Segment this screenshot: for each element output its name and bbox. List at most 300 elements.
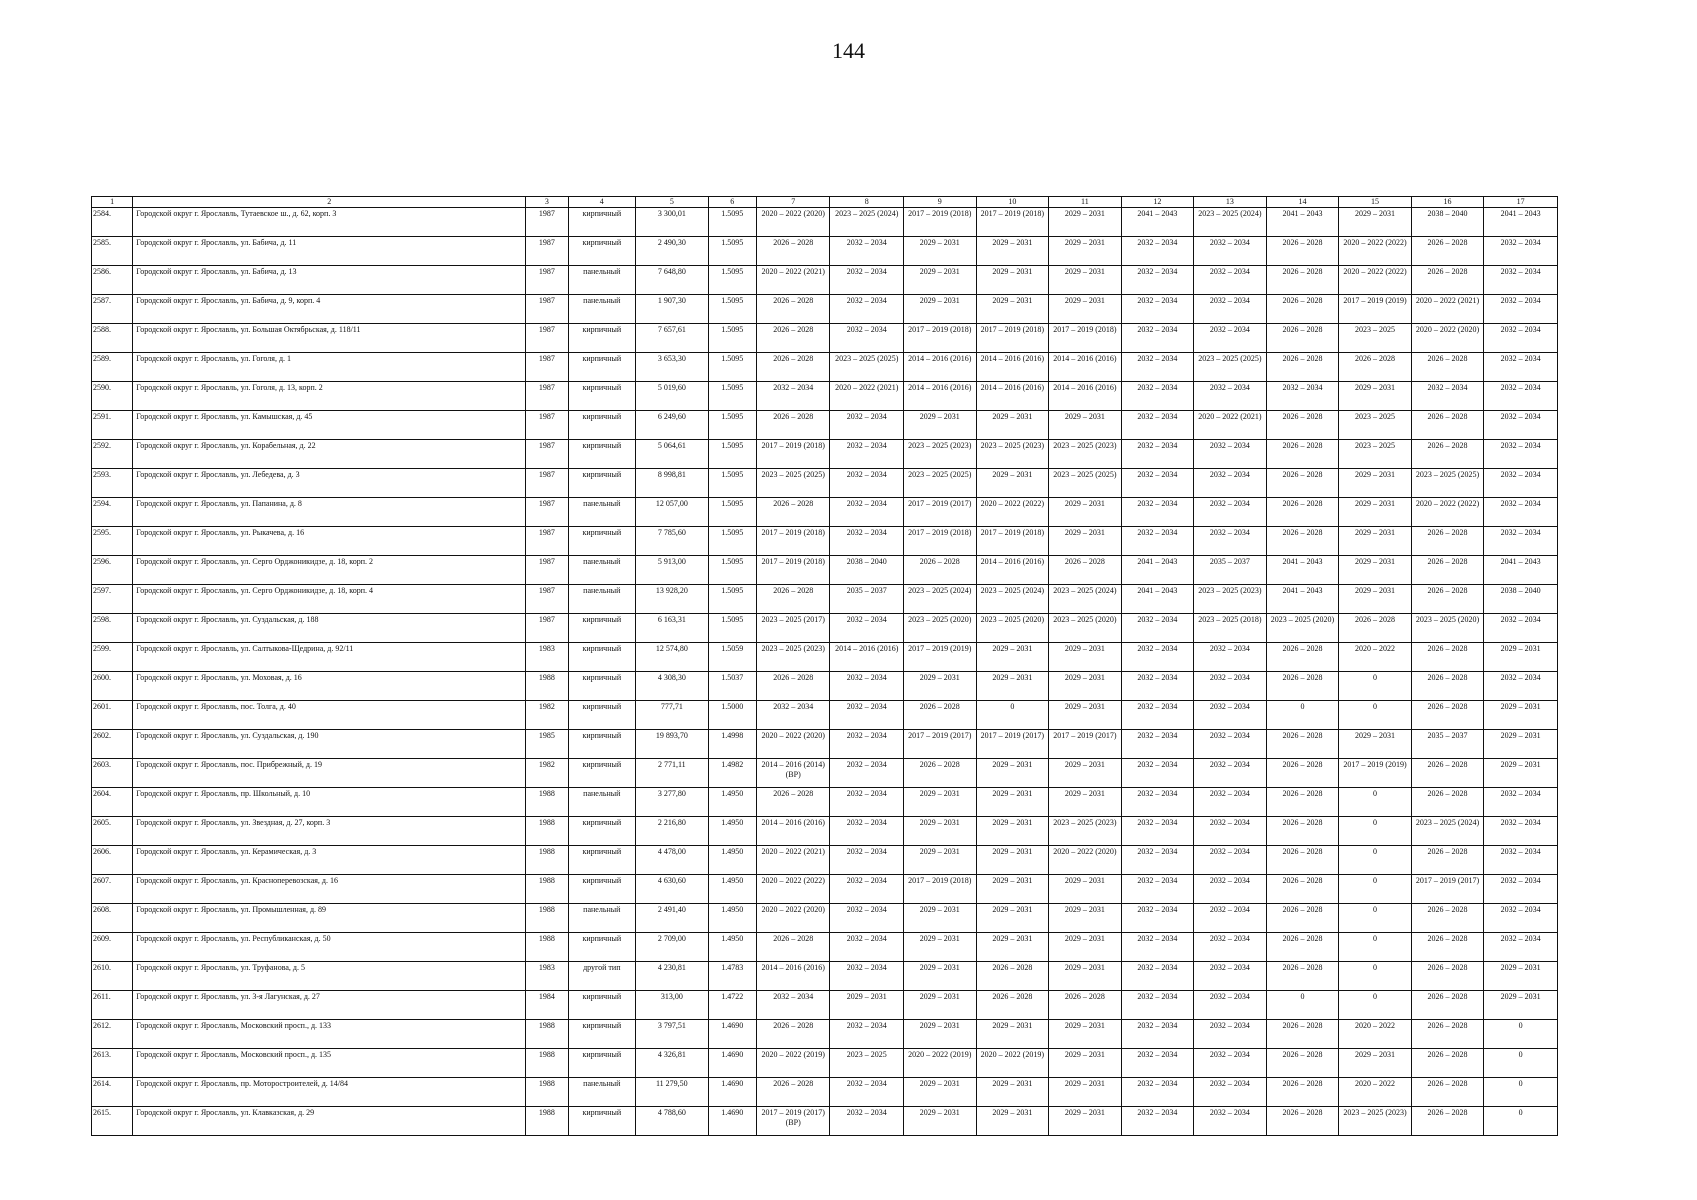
- table-cell: 2038 – 2040: [1484, 585, 1558, 614]
- table-cell: 0: [1339, 991, 1412, 1020]
- table-cell: 2029 – 2031: [1049, 875, 1122, 904]
- table-cell: 4 788,60: [636, 1107, 709, 1136]
- table-cell: 2035 – 2037: [830, 585, 904, 614]
- table-cell: 2014 – 2016 (2016): [904, 353, 977, 382]
- table-cell: 2026 – 2028: [1266, 1107, 1339, 1136]
- table-cell: 2020 – 2022 (2019): [756, 1049, 830, 1078]
- table-cell: 13 928,20: [636, 585, 709, 614]
- table-cell: 2023 – 2025 (2023): [1049, 440, 1122, 469]
- table-row: [92, 875, 1558, 904]
- table-cell: панельный: [568, 1078, 636, 1107]
- column-header-15: 15: [1339, 197, 1412, 208]
- table-cell: 2026 – 2028: [1411, 904, 1484, 933]
- table-cell: 2032 – 2034: [830, 614, 904, 643]
- row-number-cell: 2613.: [92, 1049, 133, 1078]
- table-cell: кирпичный: [568, 527, 636, 556]
- address-cell: Городской округ г. Ярославль, ул. Промышленная, д. 89: [133, 904, 526, 933]
- table-cell: 2032 – 2034: [1194, 846, 1267, 875]
- table-cell: 2032 – 2034: [830, 672, 904, 701]
- address-cell: Городской округ г. Ярославль, ул. Бабича, д. 13: [133, 266, 526, 295]
- column-header-16: 16: [1411, 197, 1484, 208]
- table-cell: кирпичный: [568, 846, 636, 875]
- table-cell: 2029 – 2031: [1049, 672, 1122, 701]
- table-cell: 2020 – 2022: [1339, 643, 1412, 672]
- table-cell: 2029 – 2031: [976, 1078, 1049, 1107]
- table-cell: кирпичный: [568, 933, 636, 962]
- table-cell: 2032 – 2034: [1194, 1049, 1267, 1078]
- table-cell: 2029 – 2031: [1049, 1020, 1122, 1049]
- table-cell: 2026 – 2028: [1411, 353, 1484, 382]
- address-cell: Городской округ г. Ярославль, ул. Гоголя, д. 1: [133, 353, 526, 382]
- table-cell: 2032 – 2034: [756, 382, 830, 411]
- table-cell: 2026 – 2028: [1266, 817, 1339, 846]
- table-row: [92, 1049, 1558, 1078]
- table-cell: 1988: [526, 1049, 568, 1078]
- table-cell: 2026 – 2028: [904, 556, 977, 585]
- table-cell: 2032 – 2034: [1484, 614, 1558, 643]
- table-cell: 2023 – 2025 (2018): [1194, 614, 1267, 643]
- row-number-cell: 2612.: [92, 1020, 133, 1049]
- table-cell: 2026 – 2028: [1266, 295, 1339, 324]
- table-cell: 2029 – 2031: [1049, 759, 1122, 788]
- table-cell: 2026 – 2028: [1411, 788, 1484, 817]
- table-cell: 2017 – 2019 (2018): [976, 324, 1049, 353]
- table-cell: 2023 – 2025 (2025): [1049, 469, 1122, 498]
- table-cell: 2017 – 2019 (2019): [904, 643, 977, 672]
- table-row: [92, 237, 1558, 266]
- table-cell: 1987: [526, 527, 568, 556]
- table-cell: 2032 – 2034: [1484, 295, 1558, 324]
- table-cell: 2032 – 2034: [1484, 498, 1558, 527]
- row-number-cell: 2602.: [92, 730, 133, 759]
- table-cell: 1.4690: [708, 1020, 756, 1049]
- table-cell: 2023 – 2025 (2023): [976, 440, 1049, 469]
- table-cell: 2017 – 2019 (2018): [756, 527, 830, 556]
- column-header-7: 7: [756, 197, 830, 208]
- table-cell: 2032 – 2034: [1194, 962, 1267, 991]
- table-cell: 2032 – 2034: [756, 701, 830, 730]
- table-cell: другой тип: [568, 962, 636, 991]
- table-cell: 2029 – 2031: [1049, 933, 1122, 962]
- address-cell: Городской округ г. Ярославль, ул. Клавказская, д. 29: [133, 1107, 526, 1136]
- table-cell: 2017 – 2019 (2017): [1049, 730, 1122, 759]
- table-cell: 2017 – 2019 (2019): [1339, 759, 1412, 788]
- table-cell: 2020 – 2022 (2021): [1194, 411, 1267, 440]
- table-cell: 1.4950: [708, 846, 756, 875]
- table-cell: 2029 – 2031: [1339, 469, 1412, 498]
- table-cell: 2032 – 2034: [1194, 1107, 1267, 1136]
- row-number-cell: 2590.: [92, 382, 133, 411]
- table-cell: 7 648,80: [636, 266, 709, 295]
- column-header-3: 3: [526, 197, 568, 208]
- table-cell: 2029 – 2031: [1049, 1107, 1122, 1136]
- table-cell: 2029 – 2031: [976, 788, 1049, 817]
- table-cell: 2029 – 2031: [976, 295, 1049, 324]
- table-cell: 2032 – 2034: [1194, 643, 1267, 672]
- address-cell: Городской округ г. Ярославль, пос. Прибрежный, д. 19: [133, 759, 526, 788]
- table-cell: 1.5095: [708, 237, 756, 266]
- table-cell: 2017 – 2019 (2017) (ВР): [756, 1107, 830, 1136]
- table-cell: 2032 – 2034: [830, 875, 904, 904]
- table-cell: 2020 – 2022 (2020): [1049, 846, 1122, 875]
- table-cell: 2026 – 2028: [1049, 991, 1122, 1020]
- table-cell: 2014 – 2016 (2016): [976, 353, 1049, 382]
- table-cell: 2023 – 2025 (2020): [904, 614, 977, 643]
- address-cell: Городской округ г. Ярославль, ул. Папанина, д. 8: [133, 498, 526, 527]
- address-cell: Городской округ г. Ярославль, ул. Труфанова, д. 5: [133, 962, 526, 991]
- table-cell: 6 163,31: [636, 614, 709, 643]
- table-cell: 2029 – 2031: [976, 875, 1049, 904]
- table-cell: 2014 – 2016 (2016): [976, 556, 1049, 585]
- table-cell: 4 630,60: [636, 875, 709, 904]
- table-cell: 1988: [526, 846, 568, 875]
- table-cell: 1987: [526, 440, 568, 469]
- column-header-4: 4: [568, 197, 636, 208]
- table-cell: 2032 – 2034: [830, 295, 904, 324]
- table-cell: 1987: [526, 353, 568, 382]
- row-number-cell: 2610.: [92, 962, 133, 991]
- table-cell: 2026 – 2028: [1266, 324, 1339, 353]
- table-cell: 2032 – 2034: [1194, 324, 1267, 353]
- row-number-cell: 2603.: [92, 759, 133, 788]
- table-cell: 2029 – 2031: [904, 1078, 977, 1107]
- table-cell: 2041 – 2043: [1266, 556, 1339, 585]
- table-cell: 1.5000: [708, 701, 756, 730]
- table-cell: 2029 – 2031: [1049, 904, 1122, 933]
- table-cell: 2032 – 2034: [1121, 1049, 1194, 1078]
- table-cell: 2029 – 2031: [976, 469, 1049, 498]
- table-cell: 2026 – 2028: [756, 585, 830, 614]
- table-cell: 2032 – 2034: [1194, 933, 1267, 962]
- table-cell: 2029 – 2031: [1339, 556, 1412, 585]
- table-cell: 2023 – 2025 (2024): [976, 585, 1049, 614]
- table-cell: 2026 – 2028: [1411, 585, 1484, 614]
- table-cell: 2026 – 2028: [1411, 237, 1484, 266]
- table-cell: 1988: [526, 788, 568, 817]
- table-cell: 2032 – 2034: [1266, 382, 1339, 411]
- table-cell: 2020 – 2022 (2022): [1339, 266, 1412, 295]
- table-cell: 2026 – 2028: [1411, 1107, 1484, 1136]
- table-cell: 1983: [526, 643, 568, 672]
- table-row: [92, 643, 1558, 672]
- table-cell: 2 491,40: [636, 904, 709, 933]
- table-cell: 2026 – 2028: [756, 324, 830, 353]
- table-row: [92, 324, 1558, 353]
- table-cell: 2029 – 2031: [904, 266, 977, 295]
- table-cell: 1.5095: [708, 324, 756, 353]
- table-cell: 2026 – 2028: [1411, 527, 1484, 556]
- table-row: [92, 295, 1558, 324]
- table-row: [92, 788, 1558, 817]
- table-cell: 2029 – 2031: [904, 237, 977, 266]
- table-cell: 1987: [526, 498, 568, 527]
- table-cell: 7 657,61: [636, 324, 709, 353]
- table-cell: 2023 – 2025 (2017): [756, 614, 830, 643]
- table-cell: 2026 – 2028: [756, 295, 830, 324]
- table-cell: панельный: [568, 498, 636, 527]
- table-cell: 2029 – 2031: [976, 933, 1049, 962]
- table-cell: 2014 – 2016 (2016): [1049, 382, 1122, 411]
- table-cell: 2032 – 2034: [830, 904, 904, 933]
- table-cell: 2029 – 2031: [904, 411, 977, 440]
- row-number-cell: 2598.: [92, 614, 133, 643]
- table-cell: 2029 – 2031: [1049, 527, 1122, 556]
- table-cell: 1988: [526, 672, 568, 701]
- address-cell: Городской округ г. Ярославль, пр. Моторостроителей, д. 14/84: [133, 1078, 526, 1107]
- table-row: [92, 353, 1558, 382]
- table-cell: 0: [1484, 1020, 1558, 1049]
- table-cell: 2026 – 2028: [976, 991, 1049, 1020]
- table-row: [92, 208, 1558, 237]
- table-cell: 2017 – 2019 (2018): [756, 440, 830, 469]
- table-cell: 2032 – 2034: [1121, 469, 1194, 498]
- table-cell: 2020 – 2022 (2019): [904, 1049, 977, 1078]
- table-cell: 2026 – 2028: [1266, 875, 1339, 904]
- table-cell: 2032 – 2034: [830, 266, 904, 295]
- table-cell: 1988: [526, 817, 568, 846]
- table-row: [92, 585, 1558, 614]
- table-cell: 2017 – 2019 (2018): [904, 208, 977, 237]
- table-cell: 2026 – 2028: [1411, 1020, 1484, 1049]
- table-cell: 2029 – 2031: [1339, 382, 1412, 411]
- table-cell: 1.5095: [708, 208, 756, 237]
- table-cell: 2029 – 2031: [904, 962, 977, 991]
- table-cell: 1983: [526, 962, 568, 991]
- table-cell: 1.5095: [708, 266, 756, 295]
- table-row: [92, 440, 1558, 469]
- table-body: [92, 208, 1558, 1136]
- table-cell: 2026 – 2028: [1411, 266, 1484, 295]
- row-number-cell: 2601.: [92, 701, 133, 730]
- table-cell: 2029 – 2031: [1339, 208, 1412, 237]
- row-number-cell: 2600.: [92, 672, 133, 701]
- row-number-cell: 2614.: [92, 1078, 133, 1107]
- table-cell: 2032 – 2034: [1121, 672, 1194, 701]
- table-cell: 2020 – 2022 (2022): [976, 498, 1049, 527]
- table-cell: 2017 – 2019 (2018): [976, 527, 1049, 556]
- table-cell: 2023 – 2025: [1339, 324, 1412, 353]
- table-cell: 2020 – 2022 (2020): [1411, 324, 1484, 353]
- table-cell: 2032 – 2034: [756, 991, 830, 1020]
- address-cell: Городской округ г. Ярославль, ул. Салтыкова-Щедрина, д. 92/11: [133, 643, 526, 672]
- table-cell: 2014 – 2016 (2016): [904, 382, 977, 411]
- address-cell: Городской округ г. Ярославль, пр. Школьный, д. 10: [133, 788, 526, 817]
- table-cell: 1988: [526, 1107, 568, 1136]
- table-cell: 2029 – 2031: [904, 295, 977, 324]
- table-cell: панельный: [568, 266, 636, 295]
- table-row: [92, 672, 1558, 701]
- table-cell: 2026 – 2028: [1266, 527, 1339, 556]
- table-cell: 2020 – 2022 (2021): [1411, 295, 1484, 324]
- address-cell: Городской округ г. Ярославль, ул. 3-я Лагунская, д. 27: [133, 991, 526, 1020]
- table-cell: 2032 – 2034: [1121, 904, 1194, 933]
- table-cell: 1.4950: [708, 933, 756, 962]
- table-cell: 2041 – 2043: [1266, 585, 1339, 614]
- table-cell: 313,00: [636, 991, 709, 1020]
- table-cell: 2026 – 2028: [1266, 672, 1339, 701]
- table-cell: 2032 – 2034: [830, 527, 904, 556]
- table-cell: 2014 – 2016 (2016): [756, 817, 830, 846]
- column-header-8: 8: [830, 197, 904, 208]
- column-header-9: 9: [904, 197, 977, 208]
- table-cell: 4 478,00: [636, 846, 709, 875]
- table-cell: кирпичный: [568, 440, 636, 469]
- table-row: [92, 1078, 1558, 1107]
- table-cell: 2032 – 2034: [830, 846, 904, 875]
- address-cell: Городской округ г. Ярославль, ул. Керамическая, д. 3: [133, 846, 526, 875]
- table-cell: 1987: [526, 266, 568, 295]
- table-cell: 1982: [526, 759, 568, 788]
- table-cell: 1.5095: [708, 440, 756, 469]
- table-cell: 2032 – 2034: [1121, 962, 1194, 991]
- table-cell: 2029 – 2031: [1484, 962, 1558, 991]
- table-cell: 2026 – 2028: [1266, 237, 1339, 266]
- table-cell: 2029 – 2031: [1339, 730, 1412, 759]
- table-cell: 1984: [526, 991, 568, 1020]
- table-cell: 2023 – 2025 (2020): [1266, 614, 1339, 643]
- table-cell: 1 907,30: [636, 295, 709, 324]
- row-number-cell: 2584.: [92, 208, 133, 237]
- table-cell: 2035 – 2037: [1411, 730, 1484, 759]
- table-cell: кирпичный: [568, 991, 636, 1020]
- table-cell: 2014 – 2016 (2014) (ВР): [756, 759, 830, 788]
- row-number-cell: 2606.: [92, 846, 133, 875]
- table-cell: 1987: [526, 469, 568, 498]
- address-cell: Городской округ г. Ярославль, ул. Лебедева, д. 3: [133, 469, 526, 498]
- table-cell: 2026 – 2028: [756, 353, 830, 382]
- table-cell: 2020 – 2022 (2020): [756, 208, 830, 237]
- table-cell: 2023 – 2025 (2024): [1049, 585, 1122, 614]
- table-cell: 2023 – 2025 (2025): [756, 469, 830, 498]
- table-cell: 2032 – 2034: [1484, 788, 1558, 817]
- table-cell: 1985: [526, 730, 568, 759]
- table-cell: 2032 – 2034: [1484, 904, 1558, 933]
- table-cell: 2029 – 2031: [1049, 962, 1122, 991]
- table-cell: 2029 – 2031: [1484, 759, 1558, 788]
- table-cell: кирпичный: [568, 469, 636, 498]
- table-cell: 2020 – 2022 (2022): [1339, 237, 1412, 266]
- row-number-cell: 2599.: [92, 643, 133, 672]
- table-cell: 0: [1266, 701, 1339, 730]
- address-cell: Городской округ г. Ярославль, Московский просп., д. 133: [133, 1020, 526, 1049]
- row-number-cell: 2609.: [92, 933, 133, 962]
- table-cell: 2014 – 2016 (2016): [976, 382, 1049, 411]
- table-row: [92, 759, 1558, 788]
- address-cell: Городской округ г. Ярославль, ул. Бабича, д. 9, корп. 4: [133, 295, 526, 324]
- table-cell: 2026 – 2028: [1266, 469, 1339, 498]
- address-cell: Городской округ г. Ярославль, ул. Серго Орджоникидзе, д. 18, корп. 2: [133, 556, 526, 585]
- row-number-cell: 2589.: [92, 353, 133, 382]
- table-row: [92, 991, 1558, 1020]
- table-cell: панельный: [568, 904, 636, 933]
- table-cell: 2026 – 2028: [1266, 962, 1339, 991]
- table-cell: 2026 – 2028: [1266, 730, 1339, 759]
- table-row: [92, 1020, 1558, 1049]
- table-cell: 2032 – 2034: [830, 759, 904, 788]
- table-cell: 2032 – 2034: [1484, 817, 1558, 846]
- table-cell: 2032 – 2034: [1484, 440, 1558, 469]
- table-cell: 6 249,60: [636, 411, 709, 440]
- table-cell: 1.5095: [708, 614, 756, 643]
- table-cell: 2023 – 2025: [1339, 440, 1412, 469]
- table-cell: 2023 – 2025 (2025): [830, 353, 904, 382]
- table-cell: 2032 – 2034: [1411, 382, 1484, 411]
- table-cell: 2026 – 2028: [1411, 556, 1484, 585]
- table-cell: 2032 – 2034: [1484, 411, 1558, 440]
- table-cell: 2026 – 2028: [756, 672, 830, 701]
- table-cell: 2017 – 2019 (2019): [1339, 295, 1412, 324]
- table-cell: панельный: [568, 556, 636, 585]
- row-number-cell: 2586.: [92, 266, 133, 295]
- table-cell: 2020 – 2022 (2020): [756, 730, 830, 759]
- table-cell: 2032 – 2034: [1194, 498, 1267, 527]
- table-cell: 2032 – 2034: [1121, 991, 1194, 1020]
- table-cell: 2023 – 2025 (2023): [1049, 817, 1122, 846]
- table-cell: 1.5095: [708, 556, 756, 585]
- table-cell: 2029 – 2031: [1049, 701, 1122, 730]
- table-cell: 2032 – 2034: [1121, 498, 1194, 527]
- table-cell: 2026 – 2028: [1411, 1078, 1484, 1107]
- table-cell: 7 785,60: [636, 527, 709, 556]
- row-number-cell: 2592.: [92, 440, 133, 469]
- table-cell: 2023 – 2025 (2024): [1411, 817, 1484, 846]
- table-cell: 2026 – 2028: [1411, 962, 1484, 991]
- table-cell: 2 771,11: [636, 759, 709, 788]
- table-cell: 1.5095: [708, 411, 756, 440]
- table-cell: 1987: [526, 237, 568, 266]
- table-cell: 2038 – 2040: [1411, 208, 1484, 237]
- table-cell: 2029 – 2031: [904, 933, 977, 962]
- table-cell: 2023 – 2025 (2020): [1049, 614, 1122, 643]
- column-header-11: 11: [1049, 197, 1122, 208]
- row-number-cell: 2593.: [92, 469, 133, 498]
- table-cell: 2029 – 2031: [904, 1107, 977, 1136]
- table-cell: 2032 – 2034: [1194, 672, 1267, 701]
- table-cell: 2029 – 2031: [976, 1020, 1049, 1049]
- table-cell: кирпичный: [568, 1049, 636, 1078]
- address-cell: Городской округ г. Ярославль, ул. Суздальская, д. 190: [133, 730, 526, 759]
- table-cell: 2026 – 2028: [1411, 991, 1484, 1020]
- table-cell: 1.4998: [708, 730, 756, 759]
- table-cell: 0: [1339, 788, 1412, 817]
- table-cell: 2032 – 2034: [830, 440, 904, 469]
- table-cell: 2032 – 2034: [1121, 701, 1194, 730]
- table-cell: 1987: [526, 382, 568, 411]
- table-cell: 1.4950: [708, 817, 756, 846]
- table-cell: 1.4690: [708, 1049, 756, 1078]
- table-cell: 2029 – 2031: [1049, 295, 1122, 324]
- table-cell: 2032 – 2034: [830, 469, 904, 498]
- table-cell: панельный: [568, 295, 636, 324]
- table-cell: 2026 – 2028: [1266, 1078, 1339, 1107]
- table-cell: 0: [1484, 1049, 1558, 1078]
- table-cell: 2032 – 2034: [1194, 440, 1267, 469]
- table-cell: 2020 – 2022 (2021): [830, 382, 904, 411]
- table-cell: 2026 – 2028: [904, 759, 977, 788]
- table-cell: 3 653,30: [636, 353, 709, 382]
- table-cell: 3 300,01: [636, 208, 709, 237]
- table-cell: 2032 – 2034: [830, 1078, 904, 1107]
- table-cell: 2038 – 2040: [830, 556, 904, 585]
- table-cell: 2017 – 2019 (2018): [976, 208, 1049, 237]
- table-cell: 0: [1339, 701, 1412, 730]
- table-cell: 2032 – 2034: [1484, 846, 1558, 875]
- table-cell: 1987: [526, 614, 568, 643]
- table-cell: 0: [1484, 1107, 1558, 1136]
- table-cell: 2017 – 2019 (2017): [976, 730, 1049, 759]
- table-cell: 2032 – 2034: [1484, 527, 1558, 556]
- table-cell: 4 308,30: [636, 672, 709, 701]
